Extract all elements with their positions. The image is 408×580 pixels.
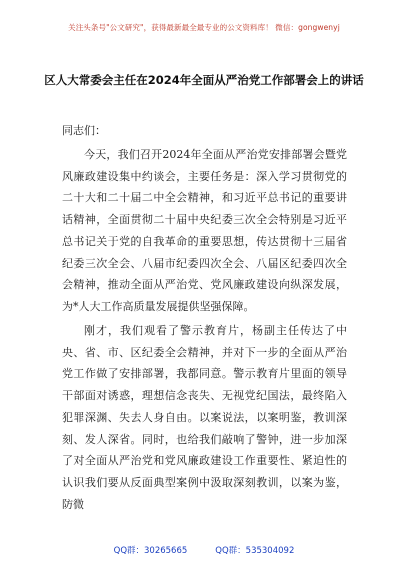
promo-banner: 关注头条号"公文研究"，获得最新最全最专业的公文资料库！ 微信：gongwenyj [68,23,340,32]
footer-qq-group-2: QQ群：535304092 [215,546,295,556]
footer-contact [0,544,408,556]
document-title: 区人大常委会主任在2024年全面从严治党工作部署会上的讲话 [44,73,364,87]
paragraph-1: 今天，我们召开2024年全面从严治党安排部署会暨党风廉政建设集中约谈会，主要任务是：深入学习贯彻党的二十大和二十届二中全会精神，和习近平总书记的重要讲话精神，全面贯彻二十届中央纪委三次全会特别是习近平总书记关于党的自我革命的重要思想，传达贯彻十三届省纪委三次全会、八届市纪委四次全会、八届区纪委四次全会精神，推动全面从严治党、党风廉政建设向纵深发展，为*人大工作高质量发展提供坚强保障。 [62,148,347,313]
paragraph-2: 刚才，我们观看了警示教育片，杨副主任传达了中央、省、市、区纪委全会精神，并对下一步的全面从严治党工作做了安排部署，我都同意。警示教育片里面的领导干部面对诱惑，理想信念丧失、无视党纪国法，最终陷入犯罪深渊、失去人身自由。以案说法，以案明鉴，教训深刻、发人深省。同时，也给我们敲响了警钟，进一步加深了对全面从严治党和党风廉政建设工作重要性、紧迫性的认识我们要从反面典型案例中汲取深刻教训，以案为鉴，防微 [62,324,347,511]
footer-qq-group-1: QQ群：30265665 [113,546,188,556]
salutation: 同志们： [62,124,106,137]
